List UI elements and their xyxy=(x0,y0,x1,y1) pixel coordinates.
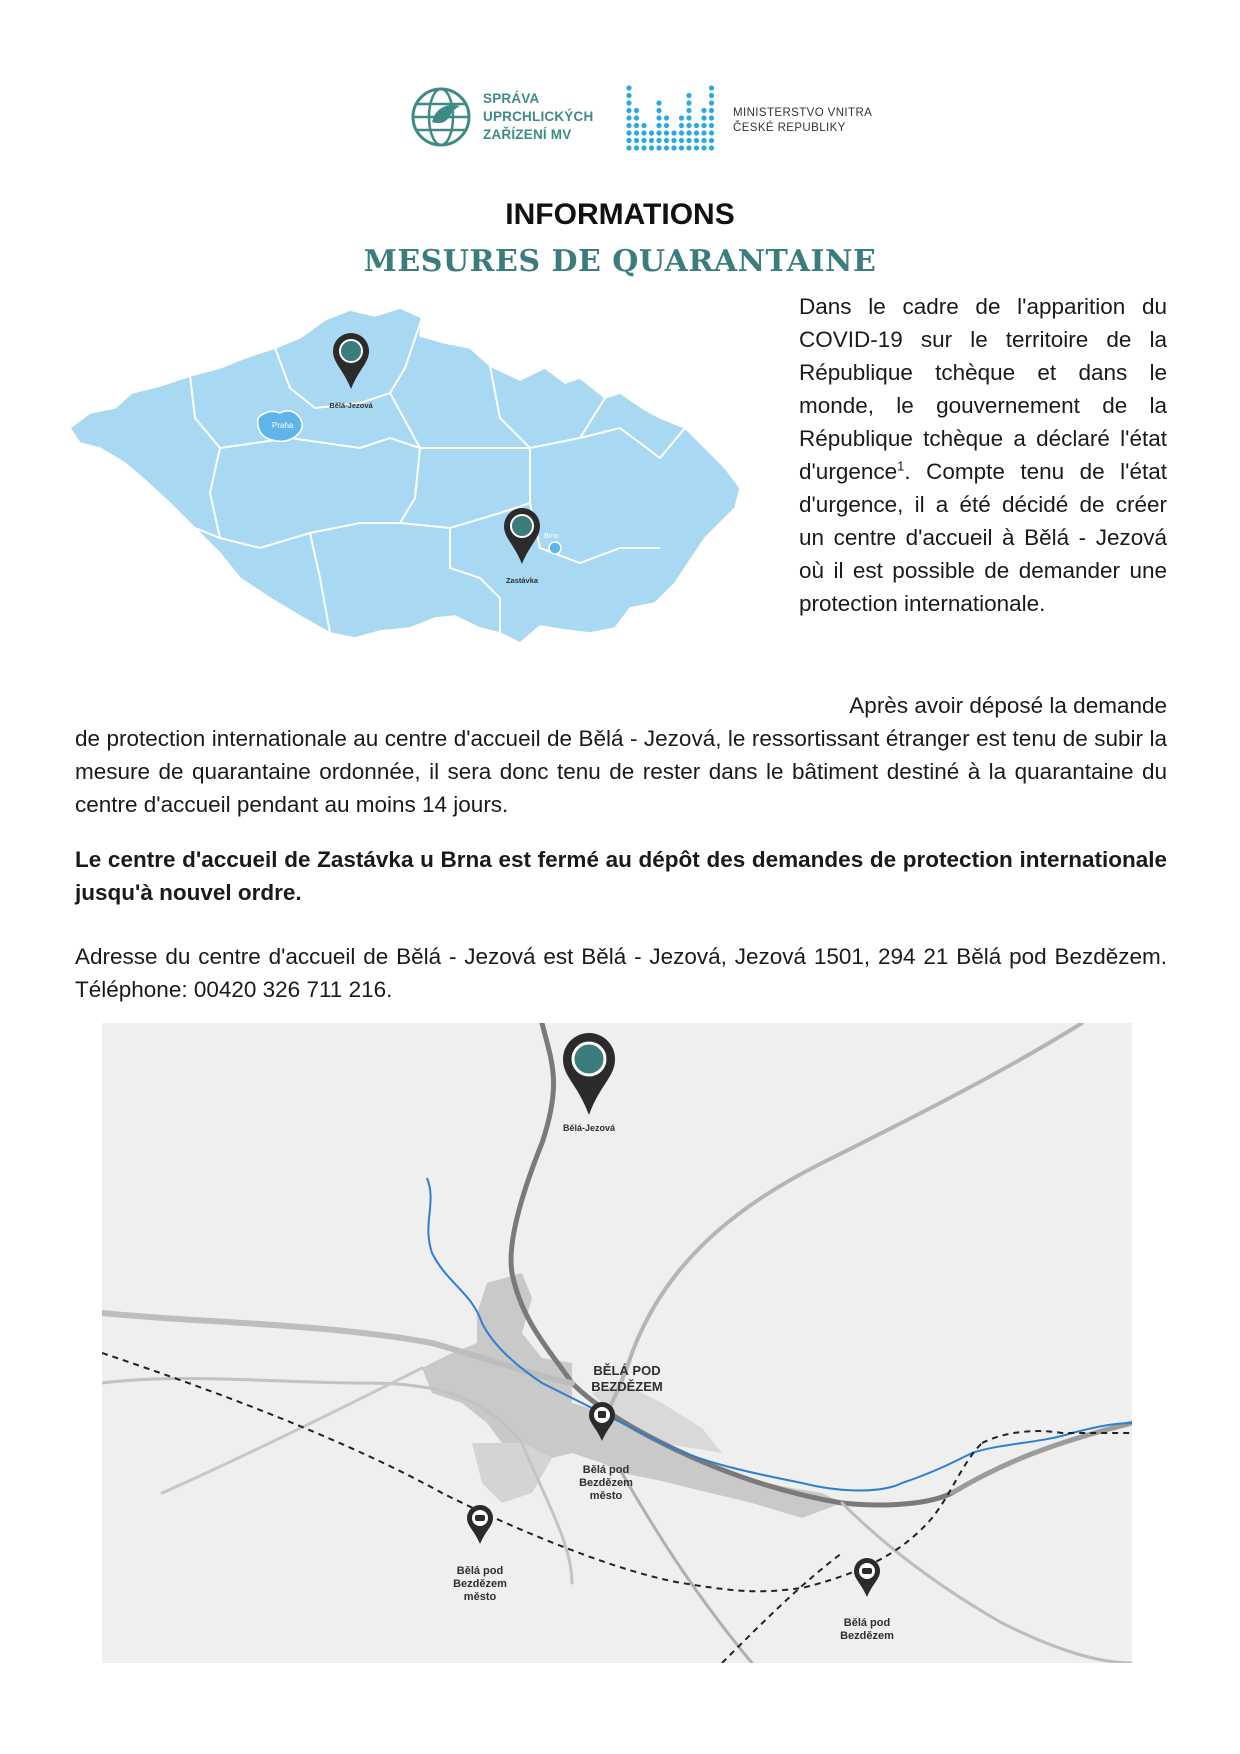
surao-logo-text xyxy=(483,90,593,144)
globe-bird-icon xyxy=(410,86,472,148)
address-paragraph: Adresse du centre d'accueil de Bělá - Jezová est Bělá - Jezová, Jezová 1501, 294 21 Bělá pod Bezdězem. Téléphone: 00420 326 711 216. xyxy=(75,944,1167,1002)
pin-label-bela-jezova-local: Bělá-Jezová xyxy=(562,1123,616,1133)
ministry-logo xyxy=(625,80,905,152)
intro-text: Dans le cadre de l'apparition du COVID-19 sur le territoire de la République tchèque et dans le monde, le gouvernement de la République tchèque a déclaré l'état d'urgence xyxy=(799,294,1167,484)
surao-logo xyxy=(410,84,640,154)
pin-label-zastavka: Zastávka xyxy=(505,576,539,585)
czech-republic-map xyxy=(60,298,790,698)
page-subtitle: MESURES DE QUARANTAINE xyxy=(363,244,877,279)
surao-line-3: ZAŘÍZENÍ MV xyxy=(483,127,572,142)
train-stop-west-label-1: Bělá pod xyxy=(456,1565,504,1577)
city-label-praha: Praha xyxy=(272,421,294,430)
intro-paragraph xyxy=(799,290,1167,620)
intro-text-cont: . Compte tenu de l'état d'urgence, il a été décidé de créer un centre d'accueil à Bělá - Jezová où il est possible de demander une protection internationale. xyxy=(799,459,1167,616)
quarantine-paragraph: de protection internationale au centre d'accueil de Bělá - Jezová, le ressortissant étranger est tenu de subir la mesure de quarantaine ordonnée, il sera donc tenu de rester dans le bâtiment destiné à la quarantaine du centre d'accueil pendant au moins 14 jours. xyxy=(75,726,1167,817)
surao-line-2: UPRCHLICKÝCH xyxy=(483,109,594,124)
closure-notice: Le centre d'accueil de Zastávka u Brna est fermé au dépôt des demandes de protection internationale jusqu'à nouvel ordre. xyxy=(75,847,1167,905)
train-stop-east-label-2: Bezdězem xyxy=(840,1630,894,1642)
train-stop-west-label-2: Bezdězem xyxy=(453,1578,507,1590)
ministry-logo-text xyxy=(733,106,872,136)
surao-line-1: SPRÁVA xyxy=(483,91,540,106)
train-stop-east-label-1: Bělá pod xyxy=(843,1617,891,1629)
train-stop-west-label-3: město xyxy=(463,1591,497,1603)
city-label-brno: Brno xyxy=(544,533,559,540)
ministry-line-2: ČESKÉ REPUBLIKY xyxy=(733,122,846,134)
page-title: INFORMATIONS xyxy=(505,198,735,231)
ministry-dots-icon xyxy=(625,80,717,152)
ministry-line-1: MINISTERSTVO VNITRA xyxy=(733,107,873,119)
bus-stop-label-1: Bělá pod xyxy=(582,1464,630,1476)
bus-stop-label-2: Bezdězem xyxy=(579,1477,633,1489)
bus-stop-label-3: město xyxy=(589,1490,623,1502)
town-name-line-1: BĚLÁ POD xyxy=(593,1363,661,1378)
footnote-ref[interactable]: 1 xyxy=(897,458,905,474)
quarantine-paragraph-first-line: Après avoir déposé la demande xyxy=(849,693,1167,718)
town-name-line-2: BEZDĚZEM xyxy=(591,1379,663,1394)
local-area-map xyxy=(102,1023,1132,1663)
country-shape xyxy=(70,308,740,643)
pin-label-bela-jezova: Bělá-Jezová xyxy=(329,401,373,410)
brno-marker xyxy=(549,542,561,554)
